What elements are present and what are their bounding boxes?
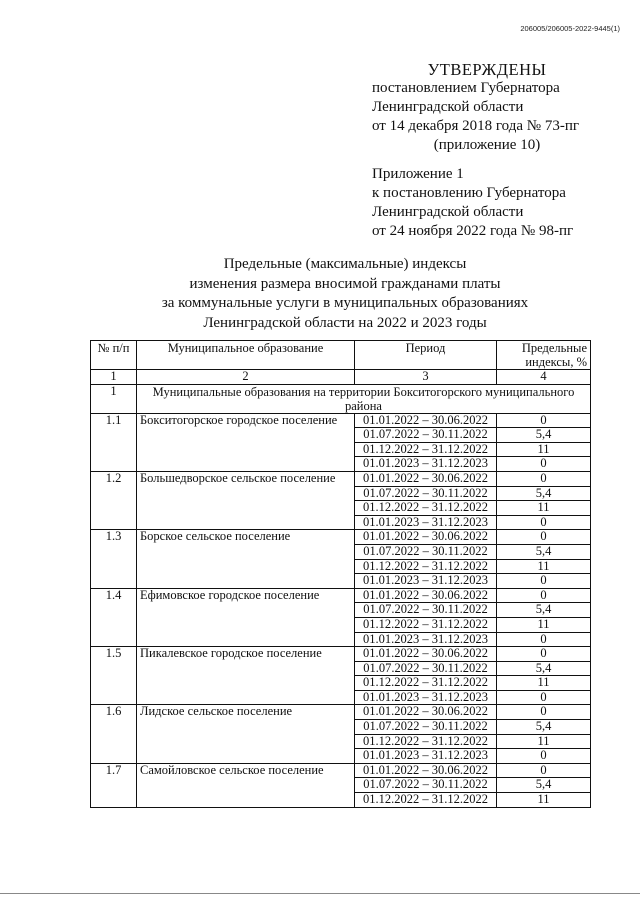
period-cell: 01.12.2022 – 31.12.2022 [355, 617, 497, 632]
row-number: 1.1 [91, 413, 137, 471]
index-value-cell: 5,4 [497, 428, 591, 443]
page-bottom-rule [0, 893, 640, 894]
period-cell: 01.12.2022 – 31.12.2022 [355, 442, 497, 457]
period-cell: 01.01.2022 – 30.06.2022 [355, 413, 497, 428]
index-value-cell: 5,4 [497, 603, 591, 618]
period-cell: 01.12.2022 – 31.12.2022 [355, 676, 497, 691]
period-cell: 01.01.2022 – 30.06.2022 [355, 647, 497, 662]
row-number: 1.7 [91, 763, 137, 807]
period-cell: 01.01.2022 – 30.06.2022 [355, 588, 497, 603]
annex-line: к постановлению Губернатора [372, 185, 566, 201]
period-cell: 01.01.2023 – 31.12.2023 [355, 574, 497, 589]
period-cell: 01.12.2022 – 31.12.2022 [355, 559, 497, 574]
annex-block [372, 165, 602, 241]
table-row [91, 763, 591, 778]
municipality-name: Лидское сельское поселение [137, 705, 355, 763]
index-value-cell: 5,4 [497, 486, 591, 501]
municipality-name: Пикалевское городское поселение [137, 647, 355, 705]
period-cell: 01.01.2022 – 30.06.2022 [355, 471, 497, 486]
index-value-cell: 0 [497, 457, 591, 472]
period-cell: 01.07.2022 – 30.11.2022 [355, 720, 497, 735]
index-value-cell: 0 [497, 690, 591, 705]
period-cell: 01.01.2022 – 30.06.2022 [355, 705, 497, 720]
indices-table-body [91, 341, 591, 808]
period-cell: 01.07.2022 – 30.11.2022 [355, 544, 497, 559]
column-number: 3 [355, 370, 497, 385]
section-title: Муниципальные образования на территории Бокситогорского муниципального района [137, 384, 591, 413]
period-cell: 01.01.2023 – 31.12.2023 [355, 749, 497, 764]
header-num: № п/п [91, 341, 137, 370]
period-cell: 01.01.2023 – 31.12.2023 [355, 515, 497, 530]
index-value-cell: 11 [497, 676, 591, 691]
municipality-name: Большедворское сельское поселение [137, 471, 355, 529]
index-value-cell: 11 [497, 559, 591, 574]
period-cell: 01.07.2022 – 30.11.2022 [355, 486, 497, 501]
table-row [91, 530, 591, 545]
row-number: 1.4 [91, 588, 137, 646]
index-value-cell: 0 [497, 763, 591, 778]
section-row [91, 384, 591, 413]
municipality-name: Борское сельское поселение [137, 530, 355, 588]
document-id: 206005/206005-2022-9445(1) [520, 24, 620, 33]
row-number: 1.3 [91, 530, 137, 588]
index-value-cell: 0 [497, 530, 591, 545]
index-value-cell: 0 [497, 471, 591, 486]
municipality-name: Ефимовское городское поселение [137, 588, 355, 646]
annex-line: от 24 ноября 2022 года № 98-пг [372, 223, 574, 239]
annex-title: Приложение 1 [372, 166, 464, 182]
period-cell: 01.07.2022 – 30.11.2022 [355, 603, 497, 618]
index-value-cell: 0 [497, 749, 591, 764]
period-cell: 01.12.2022 – 31.12.2022 [355, 501, 497, 516]
period-cell: 01.01.2023 – 31.12.2023 [355, 632, 497, 647]
header-index: Предельные индексы, % [497, 341, 591, 370]
heading-line: Предельные (максимальные) индексы [223, 256, 467, 272]
approval-line: от 14 декабря 2018 года № 73-пг [372, 118, 580, 134]
table-row [91, 471, 591, 486]
period-cell: 01.12.2022 – 31.12.2022 [355, 734, 497, 749]
heading-line: Ленинградской области на 2022 и 2023 годы [203, 314, 487, 331]
index-value-cell: 5,4 [497, 778, 591, 793]
table-header-row [91, 341, 591, 370]
period-cell: 01.07.2022 – 30.11.2022 [355, 661, 497, 676]
period-cell: 01.12.2022 – 31.12.2022 [355, 793, 497, 808]
index-value-cell: 0 [497, 515, 591, 530]
annex-line: Ленинградской области [372, 204, 524, 220]
index-value-cell: 11 [497, 734, 591, 749]
index-value-cell: 5,4 [497, 661, 591, 676]
approval-annex-ref: (приложение 10) [433, 137, 541, 153]
period-cell: 01.07.2022 – 30.11.2022 [355, 778, 497, 793]
column-number: 4 [497, 370, 591, 385]
approval-line: Ленинградской области [372, 99, 524, 115]
heading-line: изменения размера вносимой гражданами платы [189, 275, 501, 292]
period-cell: 01.01.2023 – 31.12.2023 [355, 457, 497, 472]
index-value-cell: 11 [497, 617, 591, 632]
index-value-cell: 11 [497, 501, 591, 516]
row-number: 1.2 [91, 471, 137, 529]
period-cell: 01.01.2023 – 31.12.2023 [355, 690, 497, 705]
index-value-cell: 0 [497, 588, 591, 603]
index-value-cell: 0 [497, 632, 591, 647]
column-number: 2 [137, 370, 355, 385]
column-number: 1 [91, 370, 137, 385]
approval-title: УТВЕРЖДЕНЫ [427, 60, 547, 79]
table-row [91, 647, 591, 662]
column-number-row [91, 370, 591, 385]
document-heading [90, 255, 600, 333]
indices-table [90, 340, 591, 808]
municipality-name: Бокситогорское городское поселение [137, 413, 355, 471]
approval-block [372, 60, 602, 155]
index-value-cell: 11 [497, 442, 591, 457]
table-row [91, 705, 591, 720]
period-cell: 01.07.2022 – 30.11.2022 [355, 428, 497, 443]
row-number: 1.5 [91, 647, 137, 705]
section-num: 1 [91, 384, 137, 413]
index-value-cell: 0 [497, 574, 591, 589]
index-value-cell: 11 [497, 793, 591, 808]
index-value-cell: 5,4 [497, 720, 591, 735]
header-period: Период [355, 341, 497, 370]
index-value-cell: 0 [497, 413, 591, 428]
period-cell: 01.01.2022 – 30.06.2022 [355, 763, 497, 778]
header-municipality: Муниципальное образование [137, 341, 355, 370]
period-cell: 01.01.2022 – 30.06.2022 [355, 530, 497, 545]
municipality-name: Самойловское сельское поселение [137, 763, 355, 807]
heading-line: за коммунальные услуги в муниципальных образованиях [161, 295, 529, 311]
index-value-cell: 0 [497, 705, 591, 720]
index-value-cell: 5,4 [497, 544, 591, 559]
table-row [91, 413, 591, 428]
approval-line: постановлением Губернатора [372, 80, 560, 96]
row-number: 1.6 [91, 705, 137, 763]
index-value-cell: 0 [497, 647, 591, 662]
table-row [91, 588, 591, 603]
